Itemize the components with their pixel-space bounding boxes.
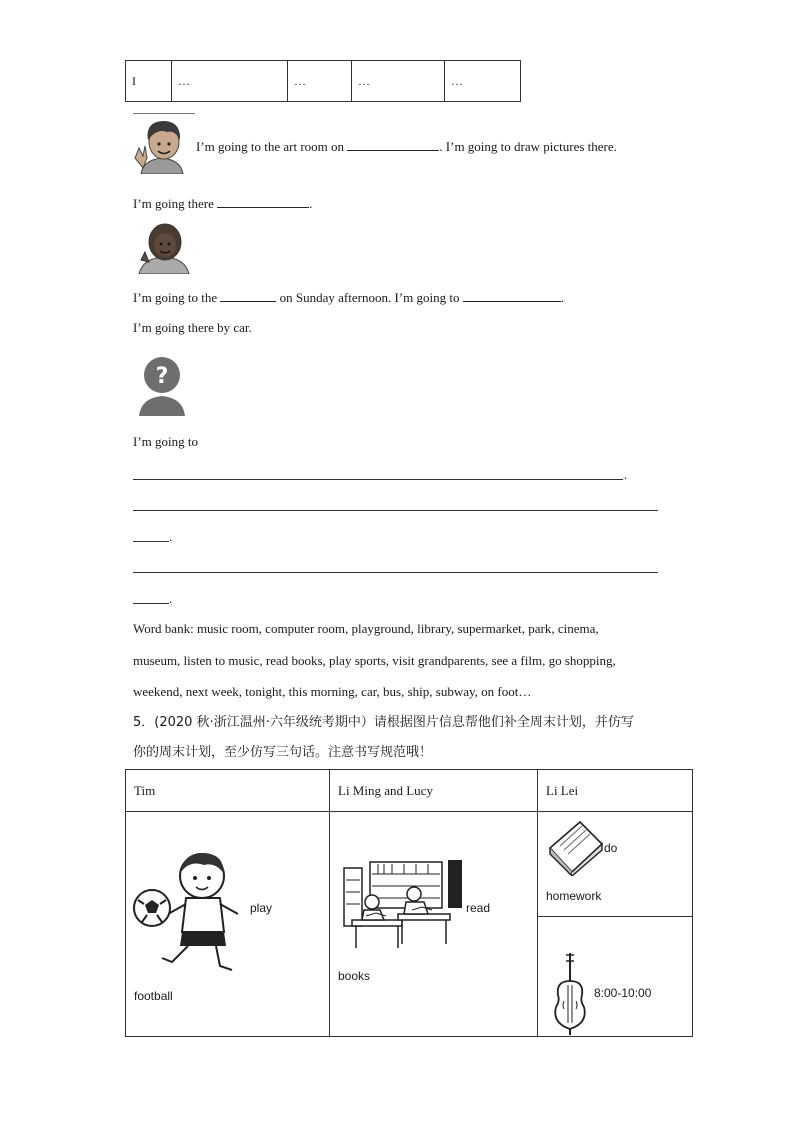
girl-avatar-image: [135, 220, 193, 274]
kid1-text: I’m going to the art room on: [196, 139, 345, 154]
question5-line2: 你的周末计划，至少仿写三句话。注意书写规范哦！: [133, 745, 433, 760]
kid1-line1: [196, 138, 617, 155]
header-lilei: Li Lei: [538, 770, 693, 812]
short-divider: [133, 113, 195, 114]
answer-blank[interactable]: [217, 195, 309, 208]
question5-line1: 5．(2020 秋·浙江温州·六年级统考期中）请根据图片信息帮他们补全周末计划，并仿写: [133, 715, 634, 730]
writing-line[interactable]: [133, 603, 169, 604]
library-reading-image: [342, 860, 470, 952]
top-table-cell: I: [126, 61, 172, 102]
writing-dot: .: [169, 591, 173, 606]
football-boy-image: [132, 848, 252, 978]
header-liming-lucy: Li Ming and Lucy: [330, 770, 538, 812]
kid1-line2: [133, 195, 312, 212]
writing-line[interactable]: [133, 510, 658, 511]
kid2-text: on Sunday afternoon. I’m going to: [279, 290, 460, 305]
writing-line[interactable]: [133, 572, 658, 573]
word-bank-line: weekend, next week, tonight, this morning, car, bus, ship, subway, on foot…: [133, 684, 532, 699]
weekend-plan-table: [125, 769, 693, 1037]
top-table-cell: …: [445, 61, 521, 102]
writing-line[interactable]: [133, 541, 169, 542]
liming-lucy-cell: [330, 812, 538, 1037]
lilei-verb: do: [604, 841, 618, 855]
lilei-violin-cell: [538, 917, 693, 1037]
tim-cell: [126, 812, 330, 1037]
liming-object: books: [338, 969, 371, 983]
answer-blank[interactable]: [347, 138, 439, 151]
word-bank-line: Word bank: music room, computer room, playground, library, supermarket, park, cinema,: [133, 621, 599, 636]
lilei-time: 8:00-10:00: [594, 986, 652, 1000]
top-table-cell: …: [172, 61, 288, 102]
kid1-text: .: [309, 196, 313, 211]
top-table: [125, 60, 521, 102]
answer-blank[interactable]: [463, 289, 561, 302]
kid2-text: I’m going to the: [133, 290, 218, 305]
writing-dot: .: [624, 467, 628, 482]
tim-object: football: [134, 989, 173, 1003]
kid3-prompt: I’m going to: [133, 434, 198, 449]
header-tim: Tim: [126, 770, 330, 812]
book-image: [546, 820, 604, 876]
boy-avatar-image: [133, 118, 191, 174]
lilei-object: homework: [546, 889, 602, 903]
word-bank-line: museum, listen to music, read books, play sports, visit grandparents, see a film, go shopping,: [133, 653, 616, 668]
kid1-text: . I’m going to draw pictures there.: [439, 139, 617, 154]
mystery-avatar-image: [137, 354, 187, 416]
writing-dot: .: [169, 529, 173, 544]
lilei-homework-cell: [538, 812, 693, 917]
liming-verb: read: [466, 901, 491, 915]
kid1-text: I’m going there: [133, 196, 214, 211]
top-table-cell: …: [352, 61, 445, 102]
tim-verb: play: [250, 901, 273, 915]
cello-image: [548, 951, 592, 1035]
answer-blank[interactable]: [220, 289, 276, 302]
kid2-line1: [133, 289, 564, 306]
kid2-text: .: [560, 290, 564, 305]
top-table-cell: …: [288, 61, 352, 102]
question-mark-icon: ?: [155, 364, 169, 389]
writing-line[interactable]: [133, 479, 623, 480]
kid2-line2: I’m going there by car.: [133, 320, 252, 335]
